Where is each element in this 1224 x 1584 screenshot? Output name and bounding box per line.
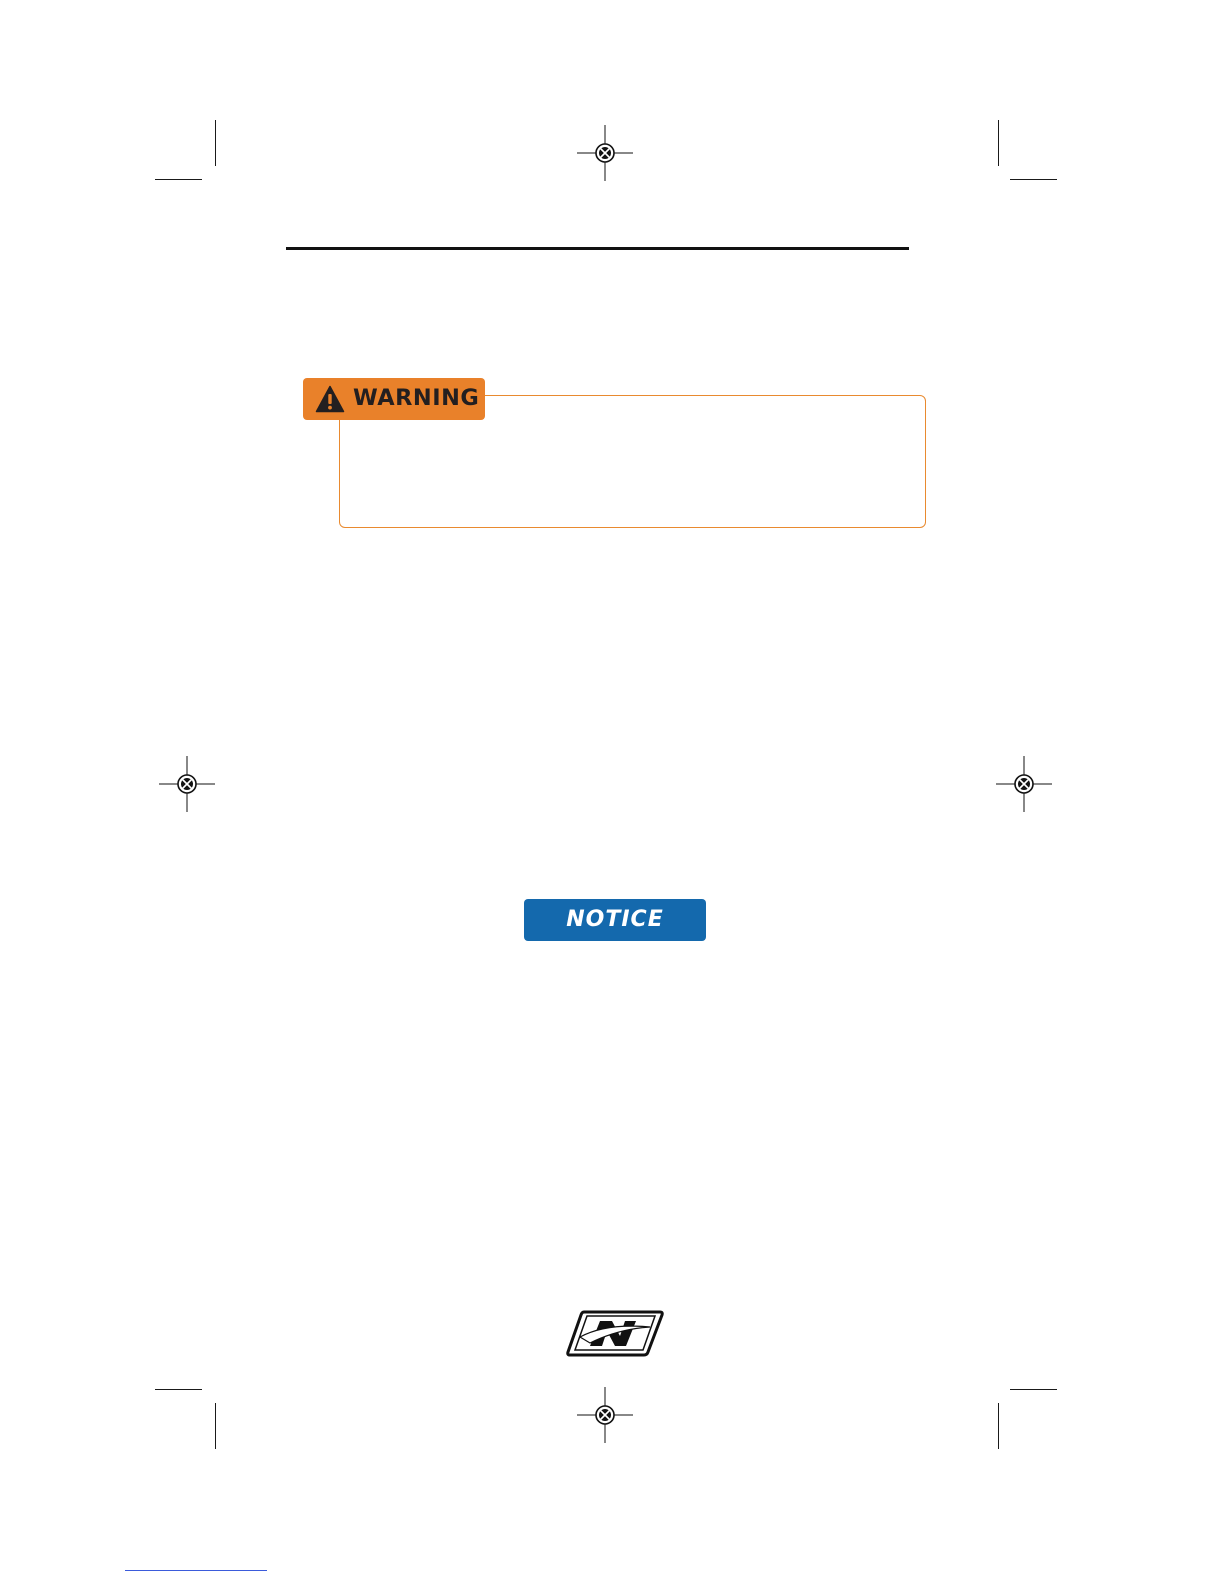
notice-label	[524, 899, 706, 941]
warning-label-text: WARNING	[353, 386, 480, 411]
registration-mark-icon	[577, 125, 633, 181]
crop-mark-bottom-left-vertical	[215, 1403, 216, 1449]
warning-triangle-icon	[315, 385, 345, 413]
crop-mark-top-left-horizontal	[155, 179, 202, 180]
crop-mark-top-left-vertical	[215, 120, 216, 166]
header-rule	[286, 247, 909, 250]
bottom-link[interactable]	[125, 1556, 267, 1571]
n-logo-icon	[566, 1309, 664, 1357]
crop-mark-top-right-horizontal	[1010, 179, 1057, 180]
notice-label-text: NOTICE	[566, 907, 664, 932]
crop-mark-bottom-right-vertical	[998, 1403, 999, 1449]
registration-mark-icon	[996, 756, 1052, 812]
crop-mark-top-right-vertical	[998, 120, 999, 166]
registration-mark-icon	[577, 1387, 633, 1443]
crop-mark-bottom-right-horizontal	[1010, 1389, 1057, 1390]
registration-mark-icon	[159, 756, 215, 812]
warning-label	[303, 378, 485, 420]
crop-mark-bottom-left-horizontal	[155, 1389, 202, 1390]
